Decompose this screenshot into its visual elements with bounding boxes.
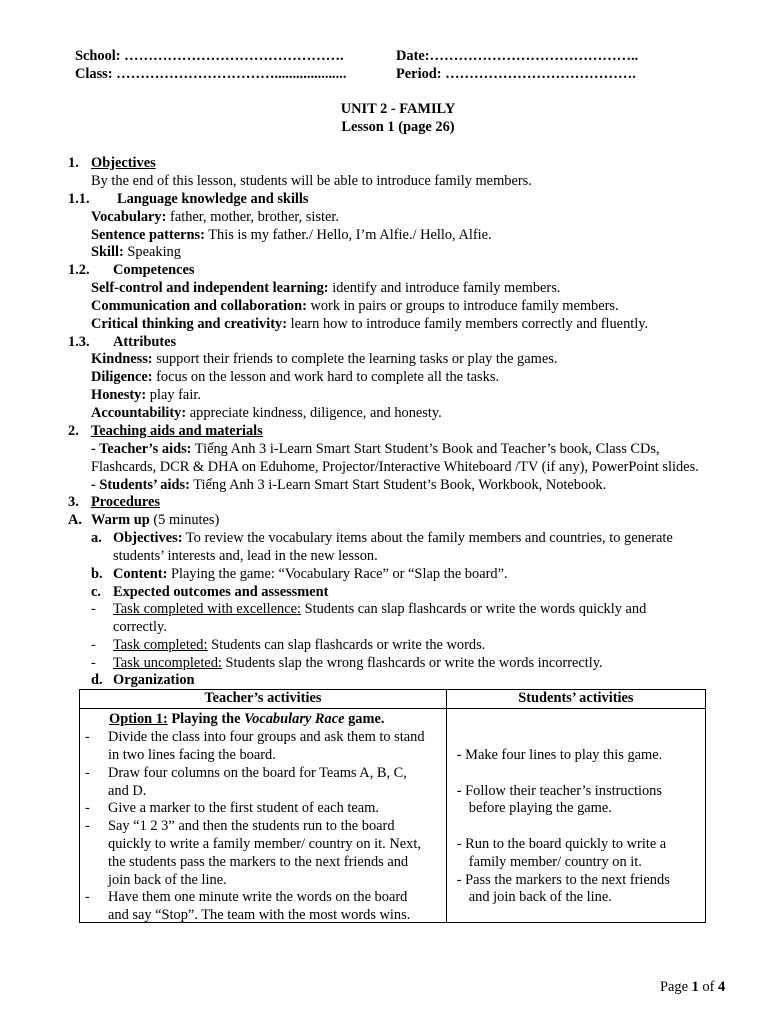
school-field: School: ………………………………………. <box>75 48 344 64</box>
section-number: 3. <box>68 494 79 510</box>
student-step: - Make four lines to play this game. <box>456 747 663 763</box>
warmup-content: Content: Playing the game: “Vocabulary Race” or “Slap the board”. <box>113 566 508 582</box>
step-letter: A. <box>68 512 82 528</box>
objectives-intro: By the end of this lesson, students will be able to introduce family members. <box>91 173 532 189</box>
bullet-dash: - <box>85 818 90 834</box>
attribute-line: Kindness: support their friends to complete the learning tasks or play the games. <box>91 351 558 367</box>
table-header-row <box>80 690 706 709</box>
warmup-objectives-cont: students’ interests and, lead in the new lesson. <box>113 548 378 564</box>
student-step-cont: and join back of the line. <box>468 889 612 905</box>
teacher-activities-cell <box>80 709 447 923</box>
section-number: 1. <box>68 155 79 171</box>
date-field: Date:…………………………………….. <box>396 48 639 64</box>
students-activities-cell <box>446 709 705 923</box>
outcome-completed: Task completed: Students can slap flashcards or write the words. <box>113 637 486 653</box>
page-number: Page 1 of 4 <box>660 979 726 995</box>
unit-title: UNIT 2 - FAMILY <box>340 101 456 117</box>
bullet-dash: - <box>85 889 90 905</box>
outcome-excellence: Task completed with excellence: Students can slap flashcards or write the words quickly and <box>113 601 647 617</box>
teacher-step-cont: quickly to write a family member/ country on it. Next, <box>108 836 421 852</box>
teacher-step-cont: join back of the line. <box>108 872 227 888</box>
bullet-dash: - <box>85 765 90 781</box>
teacher-step: Say “1 2 3” and then the students run to the board <box>108 818 395 834</box>
class-field: Class: …………………………….................... <box>75 66 347 82</box>
vocabulary-line: Vocabulary: father, mother, brother, sister. <box>91 209 339 225</box>
students-aids-line: - Students’ aids: Tiếng Anh 3 i-Learn Smart Start Student’s Book, Workbook, Notebook. <box>91 477 607 493</box>
bullet-dash: - <box>91 637 96 653</box>
competence-line: Self-control and independent learning: identify and introduce family members. <box>91 280 561 296</box>
teacher-step: Draw four columns on the board for Teams A, B, C, <box>108 765 407 781</box>
outcome-uncompleted: Task uncompleted: Students slap the wrong flashcards or write the words incorrectly. <box>113 655 603 671</box>
outcomes-heading: Expected outcomes and assessment <box>113 584 329 600</box>
option-title: Option 1: Playing the Vocabulary Race game. <box>109 711 385 727</box>
teacher-step: Divide the class into four groups and ask them to stand <box>108 729 425 745</box>
students-activities-header: Students’ activities <box>446 690 705 709</box>
aids-heading: Teaching aids and materials <box>91 423 263 439</box>
skill-line: Skill: Speaking <box>91 244 181 260</box>
subsection-number: 1.2. <box>68 262 90 278</box>
table-row <box>80 709 706 923</box>
item-letter: b. <box>91 566 103 582</box>
teacher-activities-header: Teacher’s activities <box>80 690 447 709</box>
teacher-step: Have them one minute write the words on the board <box>108 889 408 905</box>
bullet-dash: - <box>85 729 90 745</box>
sentence-patterns-line: Sentence patterns: This is my father./ Hello, I’m Alfie./ Hello, Alfie. <box>91 227 492 243</box>
organization-heading: Organization <box>113 672 195 688</box>
teacher-step: Give a marker to the first student of each team. <box>108 800 379 816</box>
attribute-line: Accountability: appreciate kindness, diligence, and honesty. <box>91 405 442 421</box>
period-field: Period: …………………………………. <box>396 66 636 82</box>
teacher-aids-line: - Teacher’s aids: Tiếng Anh 3 i-Learn Smart Start Student’s Book and Teacher’s book, Class CDs, <box>91 441 660 457</box>
student-step-cont: before playing the game. <box>468 800 612 816</box>
objectives-heading: Objectives <box>91 155 156 171</box>
student-step: - Follow their teacher’s instructions <box>456 783 662 799</box>
warmup-objectives: Objectives: To review the vocabulary items about the family members and countries, to generate <box>113 530 673 546</box>
item-letter: c. <box>91 584 101 600</box>
teacher-step-cont: and say “Stop”. The team with the most words wins. <box>108 907 411 923</box>
subsection-title: Language knowledge and skills <box>117 191 309 207</box>
student-step: - Run to the board quickly to write a <box>456 836 667 852</box>
subsection-number: 1.3. <box>68 334 90 350</box>
teacher-step-cont: in two lines facing the board. <box>108 747 276 763</box>
competence-line: Critical thinking and creativity: learn how to introduce family members correctly and fluently. <box>91 316 649 332</box>
procedures-heading: Procedures <box>91 494 161 510</box>
bullet-dash: - <box>85 800 90 816</box>
lesson-title: Lesson 1 (page 26) <box>341 119 455 135</box>
subsection-title: Competences <box>113 262 195 278</box>
teacher-aids-line: Flashcards, DCR & DHA on Eduhome, Projector/Interactive Whiteboard /TV (if any), PowerPoint slides. <box>91 459 699 475</box>
teacher-step-cont: and D. <box>108 783 147 799</box>
student-step: - Pass the markers to the next friends <box>456 872 670 888</box>
section-number: 2. <box>68 423 79 439</box>
warmup-heading: Warm up (5 minutes) <box>91 512 220 528</box>
organization-table <box>79 689 706 923</box>
subsection-number: 1.1. <box>68 191 90 207</box>
competence-line: Communication and collaboration: work in pairs or groups to introduce family members. <box>91 298 619 314</box>
item-letter: d. <box>91 672 103 688</box>
attribute-line: Diligence: focus on the lesson and work hard to complete all the tasks. <box>91 369 500 385</box>
attribute-line: Honesty: play fair. <box>91 387 201 403</box>
item-letter: a. <box>91 530 102 546</box>
teacher-step-cont: the students pass the markers to the next friends and <box>108 854 409 870</box>
student-step-cont: family member/ country on it. <box>468 854 642 870</box>
outcome-excellence-cont: correctly. <box>113 619 167 635</box>
bullet-dash: - <box>91 601 96 617</box>
bullet-dash: - <box>91 655 96 671</box>
subsection-title: Attributes <box>113 334 177 350</box>
